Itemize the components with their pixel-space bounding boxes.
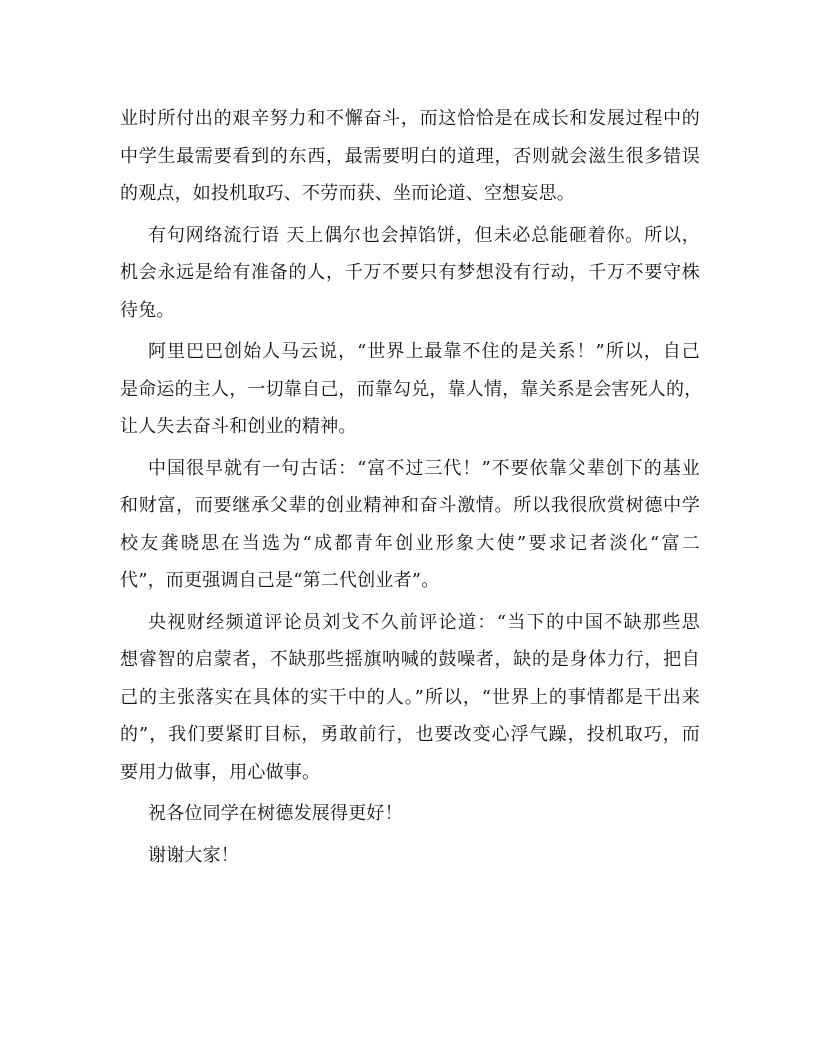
text-line: 机会永远是给有准备的人，千万不要只有梦想没有行动，千万不要守株 [120, 262, 700, 283]
text-line: 有句网络流行语 天上偶尔也会掉馅饼，但未必总能砸着你。所以， [148, 224, 700, 246]
text-line: 祝各位同学在树德发展得更好！ [148, 803, 403, 824]
text-line: 中国很早就有一句古话：“富不过三代！”不要依靠父辈创下的基业 [148, 457, 700, 479]
text-line: 己的主张落实在具体的实干中的人。”所以，“世界上的事情都是干出来 [120, 686, 700, 708]
paragraph-4 [120, 450, 700, 600]
text-line: 的观点，如投机取巧、不劳而获、坐而论道、空想妄思。 [120, 183, 575, 204]
paragraph-3 [120, 333, 703, 446]
text-line: 要用力做事，用心做事。 [120, 761, 321, 783]
text-line: 想睿智的启蒙者，不缺那些摇旗呐喊的鼓噪者，缺的是身体力行，把自 [120, 649, 700, 670]
text-line: 的”，我们要紧盯目标，勇敢前行，也要改变心浮气躁，投机取巧，而 [120, 724, 700, 745]
paragraph-1 [120, 100, 700, 213]
text-line: 央视财经频道评论员刘戈不久前评论道：“当下的中国不缺那些思 [148, 611, 700, 633]
text-line: 阿里巴巴创始人马云说，“世界上最靠不住的是关系！”所以，自己 [148, 341, 700, 362]
text-line: 待兔。 [120, 299, 175, 321]
text-line: 校友龚晓思在当选为“成都青年创业形象大使”要求记者淡化“富二 [120, 532, 700, 554]
text-line: 谢谢大家！ [148, 844, 239, 866]
paragraph-5 [120, 604, 700, 792]
text-line: 是命运的主人，一切靠自己，而靠勾兑，靠人情，靠关系是会害死人的， [120, 378, 703, 400]
text-line: 代”，而更强调自己是“第二代创业者”。 [120, 570, 440, 591]
paragraph-7 [120, 837, 700, 875]
paragraph-2 [120, 217, 700, 330]
paragraph-6 [120, 795, 700, 833]
text-line: 业时所付出的艰辛努力和不懈奋斗，而这恰恰是在成长和发展过程中的 [120, 108, 700, 129]
text-line: 中学生最需要看到的东西，最需要明白的道理，否则就会滋生很多错误 [120, 145, 700, 167]
document-body [120, 100, 703, 878]
text-line: 和财富，而要继承父辈的创业精神和奋斗激情。所以我很欣赏树德中学 [120, 495, 700, 516]
text-line: 让人失去奋斗和创业的精神。 [120, 416, 357, 437]
